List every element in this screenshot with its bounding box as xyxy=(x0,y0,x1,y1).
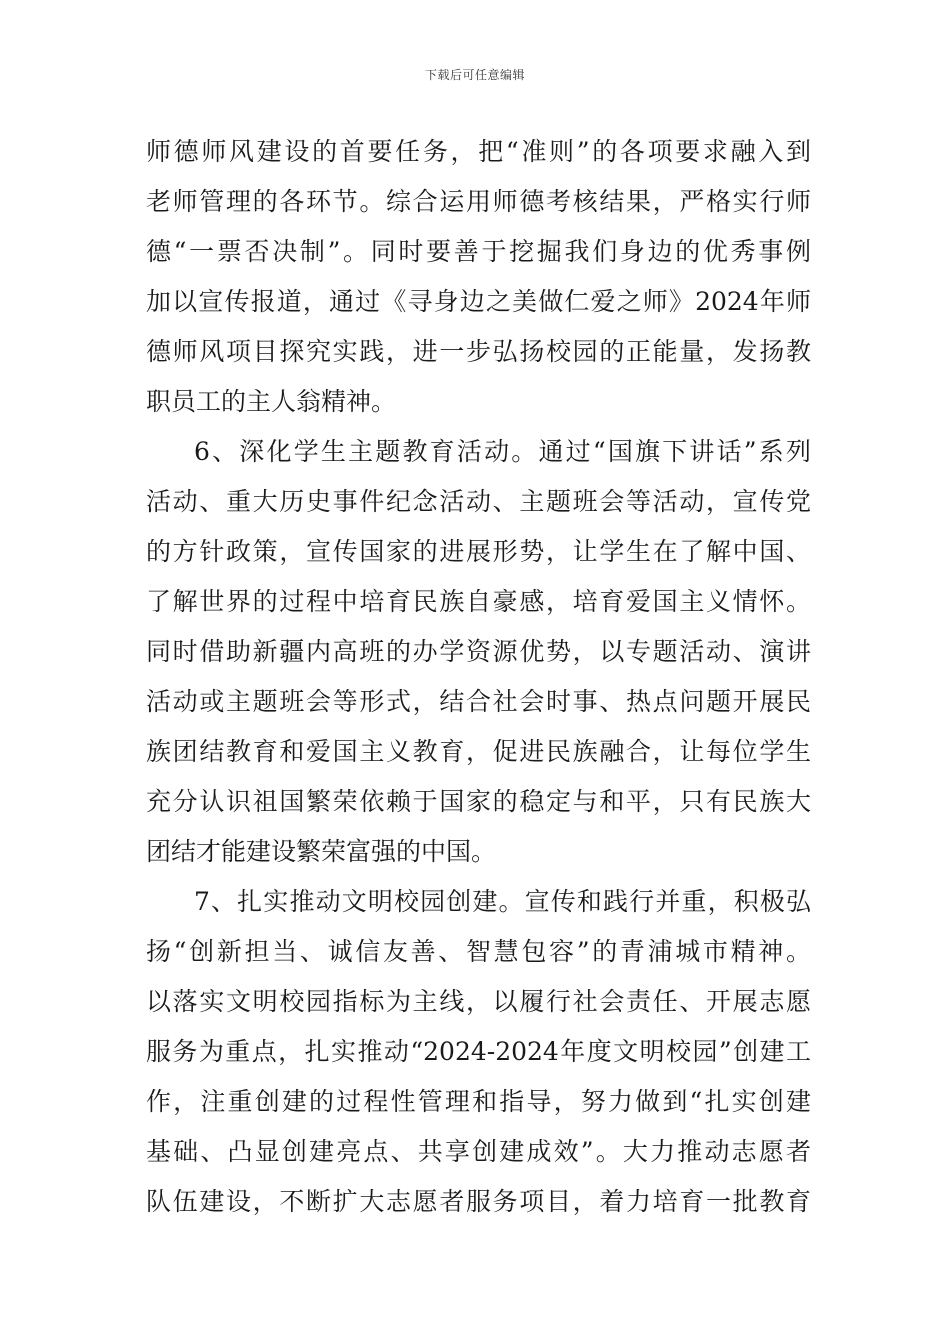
text-line: 族团结教育和爱国主义教育，促进民族融合，让每位学生 xyxy=(146,737,811,766)
text-line: 老师管理的各环节。综合运用师德考核结果，严格实行师 xyxy=(146,187,811,216)
text-line: 德师风项目探究实践，进一步弘扬校园的正能量，发扬教 xyxy=(146,337,811,366)
text-line: 7、扎实推动文明校园创建。宣传和践行并重，积极弘 xyxy=(194,887,811,916)
page-header-note: 下载后可任意编辑 xyxy=(424,68,525,82)
text-line: 活动或主题班会等形式，结合社会时事、热点问题开展民 xyxy=(146,687,811,716)
text-line: 加以宣传报道，通过《寻身边之美做仁爱之师》2024年师 xyxy=(146,287,811,316)
text-line: 扬“创新担当、诚信友善、智慧包容”的青浦城市精神。 xyxy=(146,937,811,966)
text-line: 师德师风建设的首要任务，把“准则”的各项要求融入到 xyxy=(146,137,811,166)
text-line: 了解世界的过程中培育民族自豪感，培育爱国主义情怀。 xyxy=(146,587,811,616)
text-line: 职员工的主人翁精神。 xyxy=(146,387,397,416)
text-line: 以落实文明校园指标为主线，以履行社会责任、开展志愿 xyxy=(146,987,811,1016)
text-line: 充分认识祖国繁荣依赖于国家的稳定与和平，只有民族大 xyxy=(146,787,811,816)
text-line: 基础、凸显创建亮点、共享创建成效”。大力推动志愿者 xyxy=(146,1137,811,1166)
text-line: 服务为重点，扎实推动“2024-2024年度文明校园”创建工 xyxy=(146,1037,811,1066)
text-line: 作，注重创建的过程性管理和指导，努力做到“扎实创建 xyxy=(146,1087,811,1116)
text-line: 活动、重大历史事件纪念活动、主题班会等活动，宣传党 xyxy=(146,487,811,516)
text-line: 德“一票否决制”。同时要善于挖掘我们身边的优秀事例 xyxy=(146,237,811,266)
text-line: 6、深化学生主题教育活动。通过“国旗下讲话”系列 xyxy=(194,437,811,466)
text-line: 队伍建设，不断扩大志愿者服务项目，着力培育一批教育 xyxy=(146,1187,811,1216)
document-body xyxy=(146,127,811,1227)
text-line: 同时借助新疆内高班的办学资源优势，以专题活动、演讲 xyxy=(146,637,811,666)
text-line: 团结才能建设繁荣富强的中国。 xyxy=(146,837,497,866)
text-line: 的方针政策，宣传国家的进展形势，让学生在了解中国、 xyxy=(146,537,811,566)
